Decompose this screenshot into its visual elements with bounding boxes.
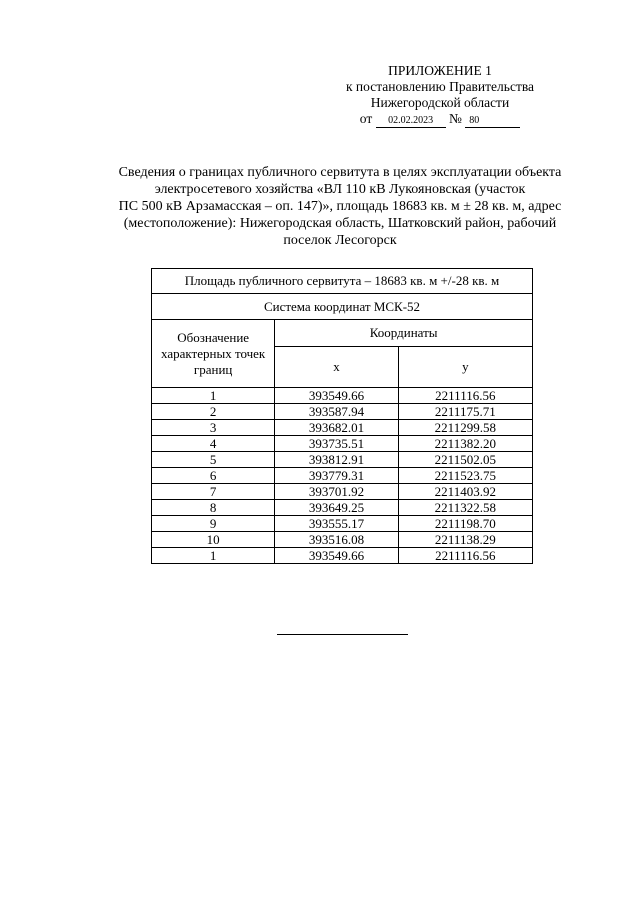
y-coordinate: 2211382.20 — [398, 436, 532, 452]
decree-date: 02.02.2023 — [376, 115, 446, 128]
x-coordinate: 393682.01 — [275, 420, 398, 436]
table-row — [152, 436, 533, 452]
closing-divider — [277, 634, 408, 635]
title-line: электросетевого хозяйства «ВЛ 110 кВ Лукояновская (участок — [154, 182, 526, 197]
from-label: от — [359, 111, 373, 126]
decree-date-line — [310, 111, 570, 128]
x-coordinate: 393779.31 — [275, 468, 398, 484]
appendix-header — [310, 63, 570, 128]
point-id: 10 — [152, 532, 275, 548]
point-column-header: Обозначение характерных точек границ — [152, 320, 275, 388]
y-coordinate: 2211523.75 — [398, 468, 532, 484]
y-coordinate: 2211138.29 — [398, 532, 532, 548]
y-coordinate: 2211175.71 — [398, 404, 532, 420]
point-id: 3 — [152, 420, 275, 436]
x-coordinate: 393516.08 — [275, 532, 398, 548]
y-coordinate: 2211116.56 — [398, 388, 532, 404]
document-title — [90, 164, 590, 249]
y-coordinate: 2211403.92 — [398, 484, 532, 500]
table-row — [152, 420, 533, 436]
coordinates-column-header: Координаты — [275, 320, 533, 347]
table-row — [152, 484, 533, 500]
point-id: 2 — [152, 404, 275, 420]
system-caption-row — [152, 294, 533, 320]
point-id: 5 — [152, 452, 275, 468]
point-id: 1 — [152, 388, 275, 404]
table-row — [152, 468, 533, 484]
y-coordinate: 2211322.58 — [398, 500, 532, 516]
title-line: поселок Лесогорск — [283, 233, 397, 248]
appendix-subtitle-line-1: к постановлению Правительства — [345, 79, 535, 94]
y-coordinate: 2211116.56 — [398, 548, 532, 564]
y-coordinate: 2211502.05 — [398, 452, 532, 468]
x-coordinate: 393549.66 — [275, 548, 398, 564]
point-id: 9 — [152, 516, 275, 532]
table-row — [152, 500, 533, 516]
x-column-header: х — [275, 347, 398, 388]
title-line: ПС 500 кВ Арзамасская – оп. 147)», площадь 18683 кв. м ± 28 кв. м, адрес — [118, 199, 562, 214]
title-line: (местоположение): Нижегородская область, Шатковский район, рабочий — [123, 216, 557, 231]
table-row — [152, 404, 533, 420]
point-id: 1 — [152, 548, 275, 564]
number-label: № — [448, 111, 462, 126]
y-coordinate: 2211198.70 — [398, 516, 532, 532]
area-caption-row — [152, 269, 533, 294]
table-row — [152, 388, 533, 404]
x-coordinate: 393812.91 — [275, 452, 398, 468]
appendix-subtitle-line-2: Нижегородской области — [370, 95, 510, 110]
coordinate-system-caption: Система координат МСК-52 — [152, 294, 533, 320]
decree-number: 80 — [465, 115, 520, 128]
x-coordinate: 393701.92 — [275, 484, 398, 500]
point-id: 6 — [152, 468, 275, 484]
title-line: Сведения о границах публичного сервитута в целях эксплуатации объекта — [118, 165, 562, 180]
x-coordinate: 393587.94 — [275, 404, 398, 420]
table-row — [152, 532, 533, 548]
x-coordinate: 393549.66 — [275, 388, 398, 404]
y-column-header: у — [398, 347, 532, 388]
point-id: 8 — [152, 500, 275, 516]
table-row — [152, 516, 533, 532]
appendix-title: ПРИЛОЖЕНИЕ 1 — [388, 63, 492, 78]
x-coordinate: 393555.17 — [275, 516, 398, 532]
x-coordinate: 393649.25 — [275, 500, 398, 516]
y-coordinate: 2211299.58 — [398, 420, 532, 436]
coordinates-table — [151, 268, 533, 564]
table-row — [152, 548, 533, 564]
point-id: 7 — [152, 484, 275, 500]
header-row — [152, 320, 533, 347]
x-coordinate: 393735.51 — [275, 436, 398, 452]
point-id: 4 — [152, 436, 275, 452]
table-row — [152, 452, 533, 468]
area-caption: Площадь публичного сервитута – 18683 кв. м +/-28 кв. м — [152, 269, 533, 294]
